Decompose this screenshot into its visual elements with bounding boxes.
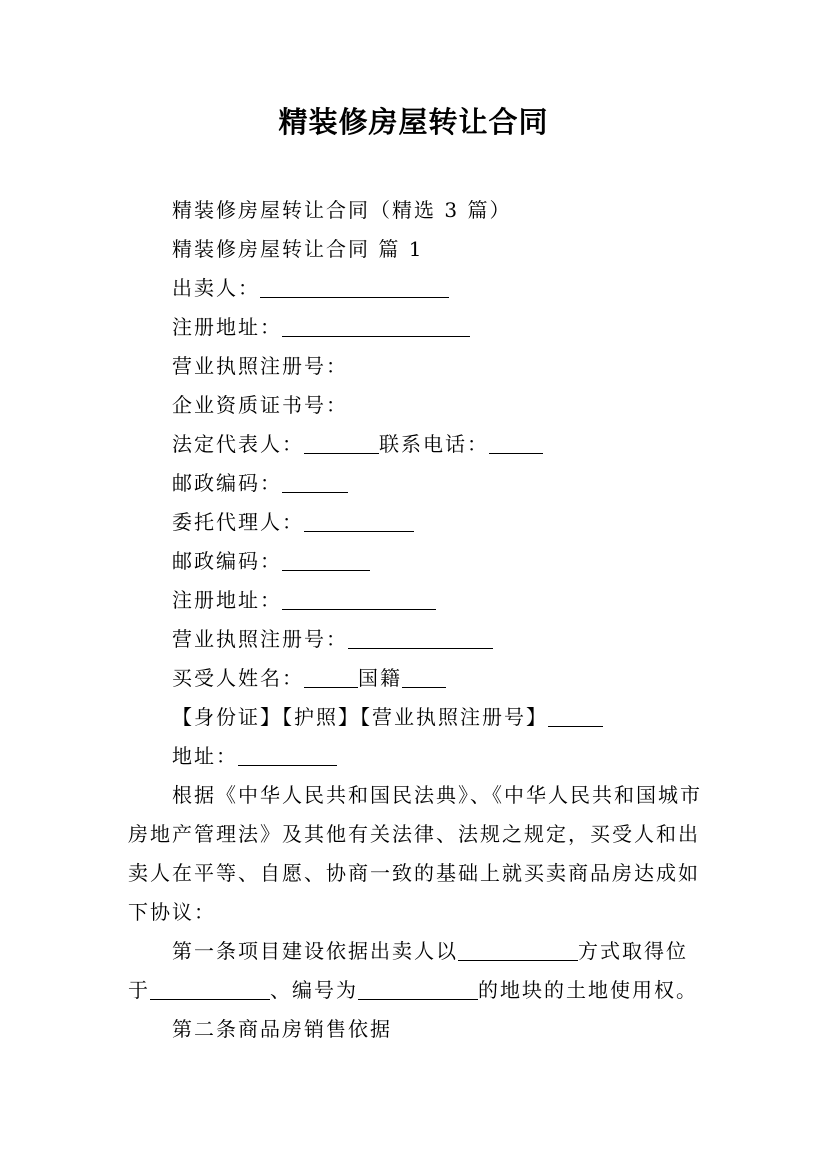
agent-license-label: 营业执照注册号： bbox=[172, 627, 348, 651]
blank-field bbox=[282, 336, 470, 337]
agent-label: 委托代理人： bbox=[172, 510, 304, 534]
blank-field bbox=[282, 570, 370, 571]
blank-field bbox=[150, 999, 270, 1000]
blank-field bbox=[402, 687, 446, 688]
article-1-text: 的地块的土地使用权。 bbox=[478, 978, 698, 1002]
article-2-heading: 第二条商品房销售依据 bbox=[172, 1017, 392, 1041]
buyer-name-line bbox=[0, 659, 827, 698]
blank-field bbox=[260, 297, 449, 298]
seller-license-line bbox=[0, 347, 827, 386]
preamble-line: 下协议： bbox=[128, 900, 216, 924]
agent-postcode-label: 邮政编码： bbox=[172, 549, 282, 573]
seller-name-line bbox=[0, 269, 827, 308]
blank-field bbox=[238, 765, 337, 766]
buyer-address-line bbox=[0, 737, 827, 776]
document-body bbox=[0, 191, 827, 1049]
document-title: 精装修房屋转让合同 bbox=[278, 105, 549, 139]
preamble-line: 卖人在平等、自愿、协商一致的基础上就买卖商品房达成如 bbox=[128, 861, 700, 885]
agent-address-label: 注册地址： bbox=[172, 588, 282, 612]
buyer-name-label: 买受人姓名： bbox=[172, 666, 304, 690]
seller-postcode-label: 邮政编码： bbox=[172, 471, 282, 495]
article-1-text: 第一条项目建设依据出卖人以 bbox=[172, 939, 458, 963]
article-1-line bbox=[0, 932, 827, 971]
seller-qualification-label: 企业资质证书号： bbox=[172, 393, 348, 417]
seller-name-label: 出卖人： bbox=[172, 276, 260, 300]
blank-field bbox=[304, 687, 358, 688]
agent-address-line bbox=[0, 581, 827, 620]
phone-label: 联系电话： bbox=[379, 432, 489, 456]
seller-address-label: 注册地址： bbox=[172, 315, 282, 339]
blank-field bbox=[304, 531, 414, 532]
blank-field bbox=[282, 492, 348, 493]
article-1-text: 于 bbox=[128, 978, 150, 1002]
article-1-text: 、编号为 bbox=[270, 978, 358, 1002]
blank-field bbox=[282, 609, 436, 610]
collection-title: 精装修房屋转让合同（精选 3 篇） bbox=[172, 198, 512, 222]
seller-license-label: 营业执照注册号： bbox=[172, 354, 348, 378]
seller-qualification-line bbox=[0, 386, 827, 425]
blank-field bbox=[358, 999, 478, 1000]
preamble-line: 根据《中华人民共和国民法典》、《中华人民共和国城市 bbox=[172, 783, 702, 807]
legal-rep-line bbox=[0, 425, 827, 464]
blank-field bbox=[458, 960, 578, 961]
preamble-line: 房地产管理法》及其他有关法律、法规之规定，买受人和出 bbox=[128, 822, 700, 846]
agent-line bbox=[0, 503, 827, 542]
legal-rep-label: 法定代表人： bbox=[172, 432, 304, 456]
agent-postcode-line bbox=[0, 542, 827, 581]
blank-field bbox=[348, 648, 493, 649]
blank-field bbox=[304, 453, 379, 454]
buyer-id-types: 【身份证】【护照】【营业执照注册号】 bbox=[172, 705, 548, 729]
nationality-label: 国籍 bbox=[358, 666, 402, 690]
buyer-id-line bbox=[0, 698, 827, 737]
part-title: 精装修房屋转让合同 篇 1 bbox=[172, 237, 424, 261]
seller-postcode-line bbox=[0, 464, 827, 503]
article-1-line bbox=[0, 971, 827, 1010]
seller-address-line bbox=[0, 308, 827, 347]
blank-field bbox=[548, 726, 603, 727]
agent-license-line bbox=[0, 620, 827, 659]
buyer-address-label: 地址： bbox=[172, 744, 238, 768]
article-1-text: 方式取得位 bbox=[578, 939, 688, 963]
blank-field bbox=[489, 453, 543, 454]
